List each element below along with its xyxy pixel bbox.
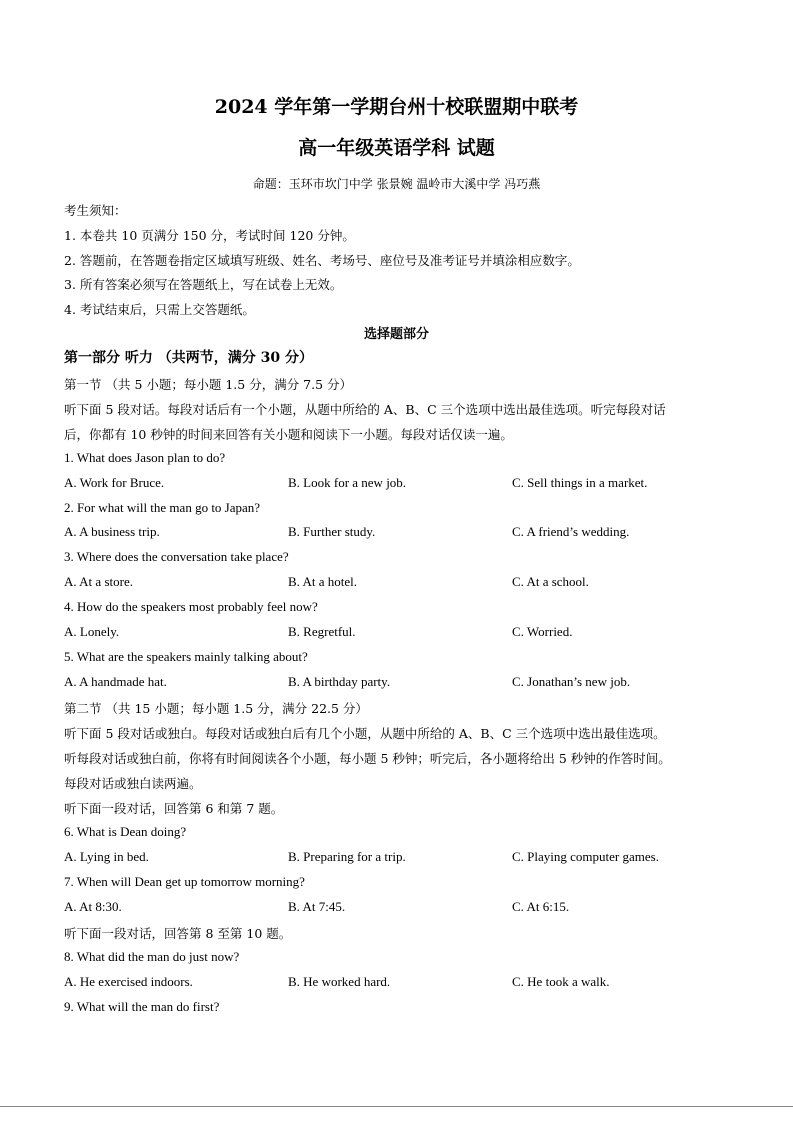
- sec1-title: 第一节 （共 5 小题；每小题 1.5 分，满分 7.5 分）: [64, 377, 353, 392]
- option-b: B. At a hotel.: [288, 574, 357, 589]
- option-a: A. He exercised indoors.: [64, 974, 193, 989]
- option-a: A. Lonely.: [64, 624, 120, 639]
- option-b: B. Look for a new job.: [288, 475, 407, 490]
- group-instruction: 听下面一段对话，回答第 8 至第 10 题。: [64, 926, 292, 941]
- option-c: C. At a school.: [512, 574, 589, 589]
- option-c: C. He took a walk.: [512, 974, 610, 989]
- option-b: B. Preparing for a trip.: [288, 849, 406, 864]
- option-c: C. Playing computer games.: [512, 849, 659, 864]
- page-bottom-rule: [0, 1106, 793, 1107]
- notice-item: 4. 考试结束后，只需上交答题纸。: [64, 302, 255, 317]
- notice-item: 1. 本卷共 10 页满分 150 分，考试时间 120 分钟。: [64, 228, 355, 243]
- option-b: B. He worked hard.: [288, 974, 391, 989]
- sec2-title: 第二节 （共 15 小题；每小题 1.5 分，满分 22.5 分）: [64, 701, 368, 716]
- option-c: C. At 6:15.: [512, 899, 570, 914]
- question-stem: 4. How do the speakers most probably feel now?: [64, 599, 318, 614]
- option-b: B. At 7:45.: [288, 899, 346, 914]
- group-instruction: 听下面一段对话，回答第 6 和第 7 题。: [64, 801, 284, 816]
- option-a: A. At a store.: [64, 574, 133, 589]
- sec2-instruction: 听每段对话或独白前，你将有时间阅读各个小题，每小题 5 秒钟；听完后，各小题将给出 5 秒钟的作答时间。: [64, 751, 671, 766]
- question-stem: 6. What is Dean doing?: [64, 824, 187, 839]
- question-stem: 9. What will the man do first?: [64, 999, 220, 1014]
- option-a: A. At 8:30.: [64, 899, 122, 914]
- part1-title: 第一部分 听力 （共两节，满分 30 分）: [64, 350, 313, 366]
- question-stem: 1. What does Jason plan to do?: [64, 450, 226, 465]
- sec1-instruction: 听下面 5 段对话。每段对话后有一个小题，从题中所给的 A、B、C 三个选项中选出最佳选项。听完每段对话: [64, 402, 666, 417]
- option-c: C. Worried.: [512, 624, 573, 639]
- exam-title: 2024 学年第一学期台州十校联盟期中联考: [214, 96, 579, 118]
- question-stem: 7. When will Dean get up tomorrow morning?: [64, 874, 305, 889]
- option-c: C. Jonathan’s new job.: [512, 674, 631, 689]
- notice-item: 3. 所有答案必须写在答题纸上，写在试卷上无效。: [64, 277, 343, 292]
- question-stem: 5. What are the speakers mainly talking about?: [64, 649, 308, 664]
- exam-subtitle: 高一年级英语学科 试题: [298, 137, 495, 159]
- option-a: A. A handmade hat.: [64, 674, 167, 689]
- question-stem: 2. For what will the man go to Japan?: [64, 500, 261, 515]
- section-title: 选择题部分: [363, 327, 429, 342]
- authors-line: 命题：玉环市坎门中学 张景婉 温岭市大溪中学 冯巧燕: [252, 177, 541, 191]
- option-b: B. A birthday party.: [288, 674, 391, 689]
- sec1-instruction: 后，你都有 10 秒钟的时间来回答有关小题和阅读下一小题。每段对话仅读一遍。: [64, 427, 513, 442]
- option-a: A. A business trip.: [64, 524, 160, 539]
- notice-heading: 考生须知：: [64, 203, 127, 218]
- question-stem: 3. Where does the conversation take place?: [64, 549, 289, 564]
- option-b: B. Regretful.: [288, 624, 356, 639]
- sec2-instruction: 听下面 5 段对话或独白。每段对话或独白后有几个小题，从题中所给的 A、B、C 三个选项中选出最佳选项。: [64, 726, 666, 741]
- option-a: A. Lying in bed.: [64, 849, 149, 864]
- sec2-instruction: 每段对话或独白读两遍。: [64, 776, 202, 791]
- notice-item: 2. 答题前，在答题卷指定区域填写班级、姓名、考场号、座位号及准考证号并填涂相应数字。: [64, 253, 580, 268]
- option-a: A. Work for Bruce.: [64, 475, 165, 490]
- option-c: C. A friend’s wedding.: [512, 524, 630, 539]
- option-c: C. Sell things in a market.: [512, 475, 648, 490]
- option-b: B. Further study.: [288, 524, 376, 539]
- question-stem: 8. What did the man do just now?: [64, 949, 240, 964]
